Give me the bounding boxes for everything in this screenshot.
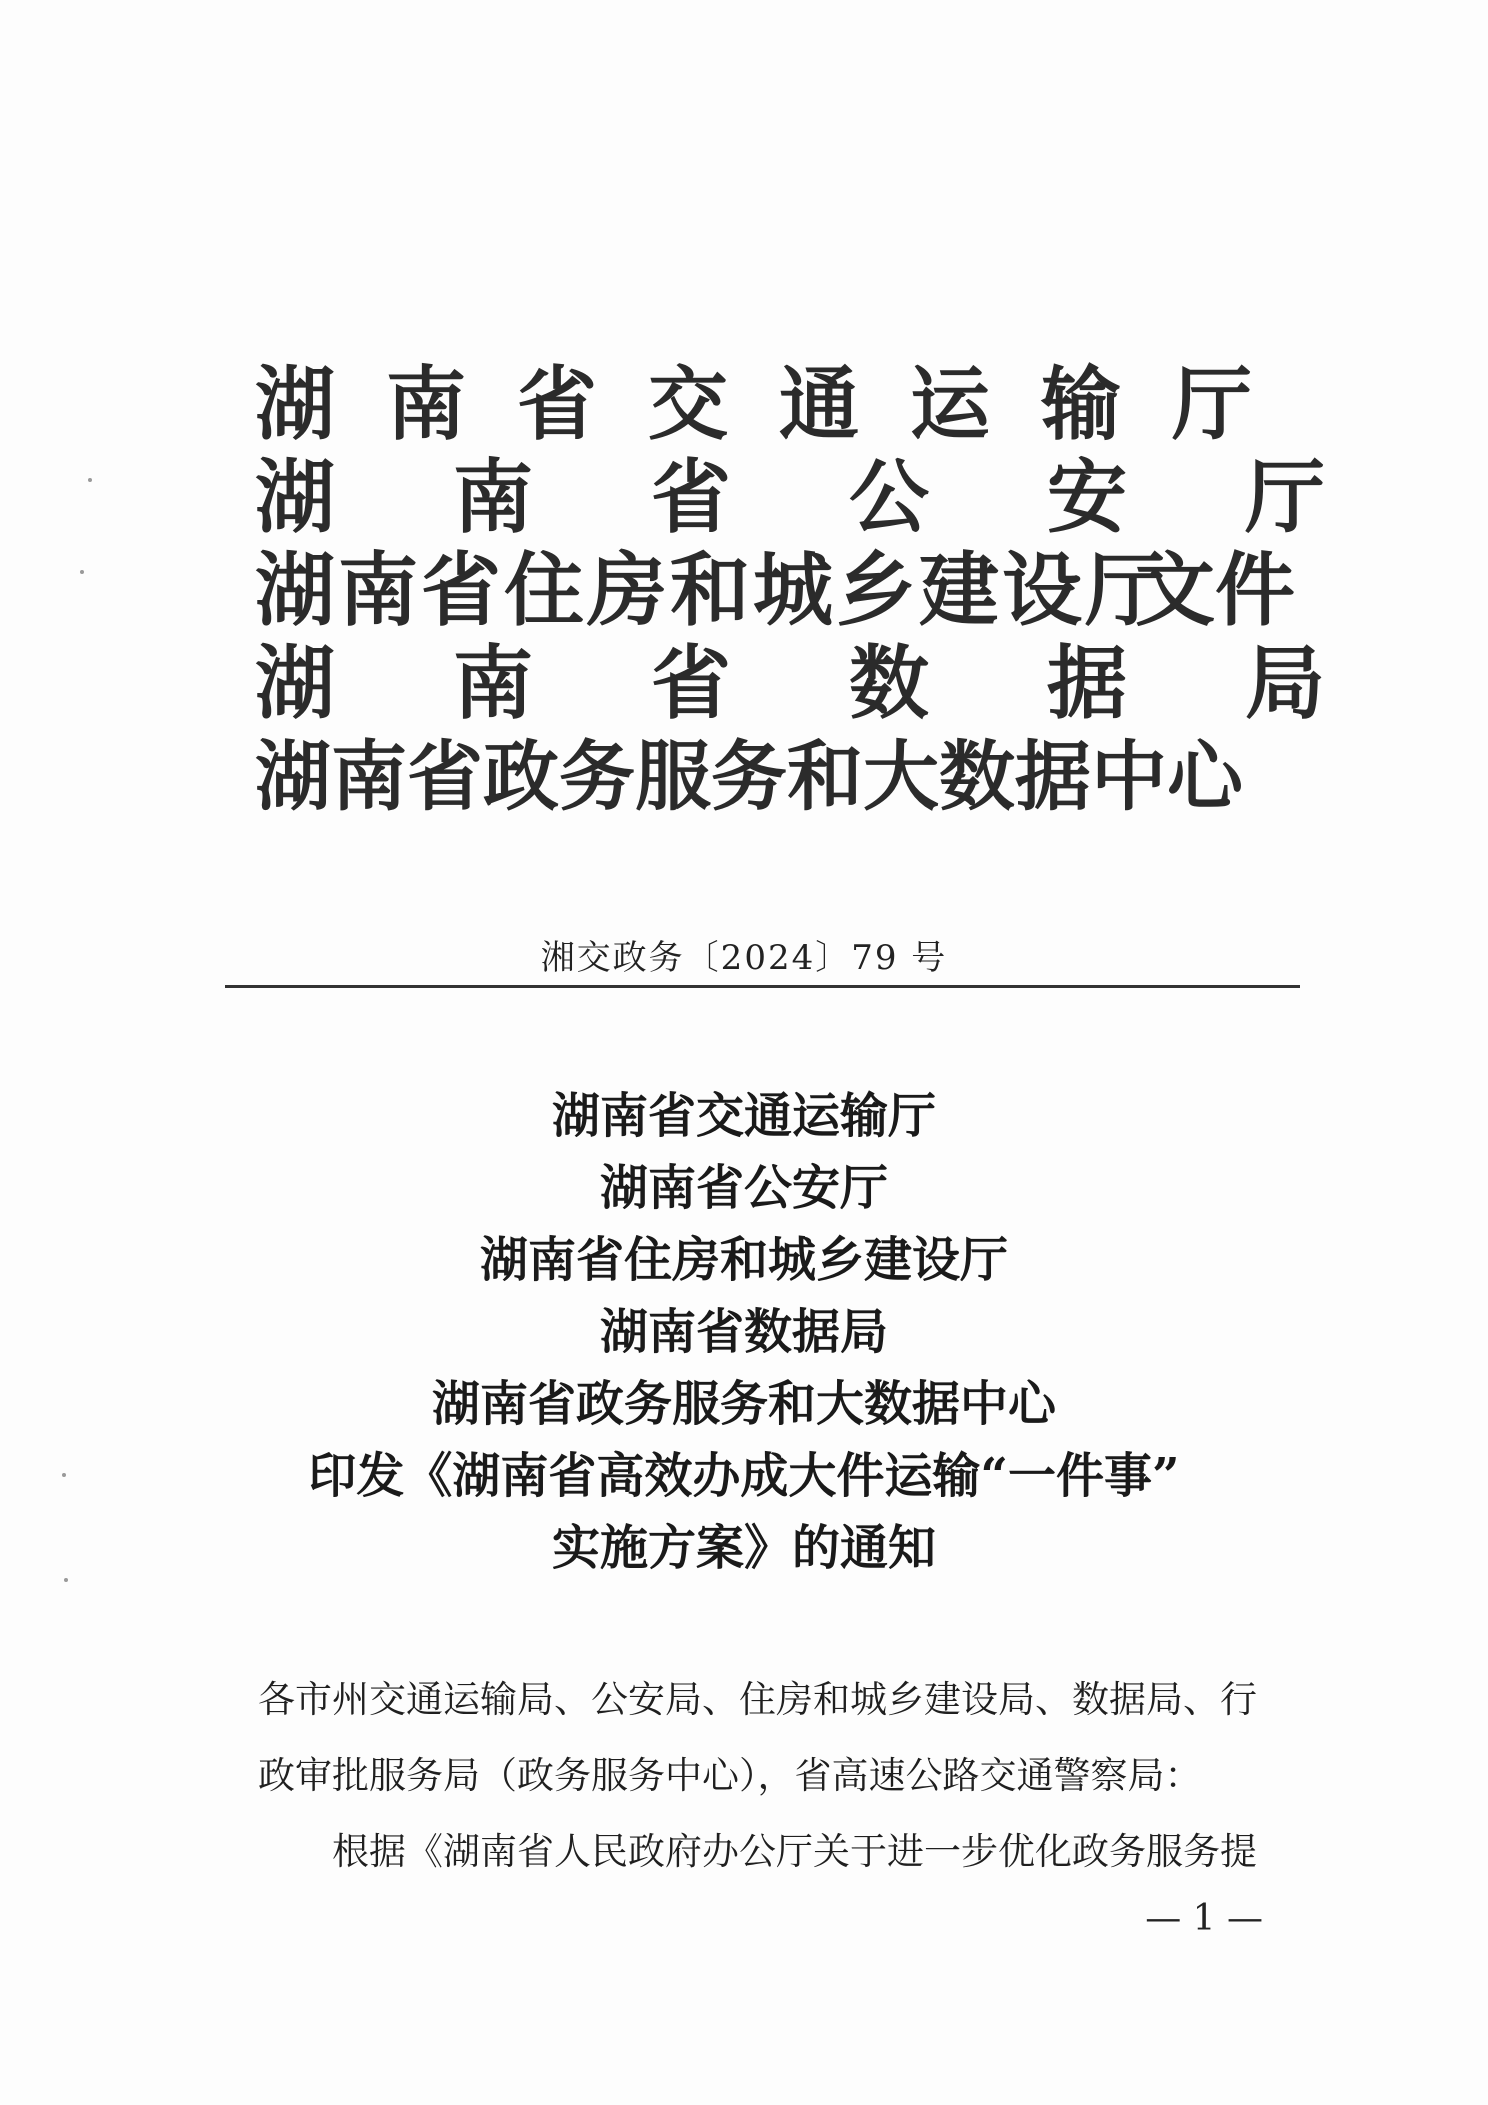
scan-speck xyxy=(80,570,84,574)
notice-title xyxy=(0,1080,1488,1584)
masthead-line: 湖南省数据局 xyxy=(255,637,1443,730)
addressee-line: 各市州交通运输局、公安局、住房和城乡建设局、数据局、行 xyxy=(258,1678,1257,1721)
scan-speck xyxy=(88,478,92,482)
title-line: 湖南省数据局 xyxy=(599,1304,888,1360)
title-line: 湖南省交通运输厅 xyxy=(551,1088,936,1144)
masthead-line: 湖南省政务服务和大数据中心 xyxy=(255,732,1243,821)
title-line: 实施方案》的通知 xyxy=(551,1520,936,1576)
title-line: 湖南省公安厅 xyxy=(599,1160,888,1216)
document-number: 湘交政务〔2024〕79 号 xyxy=(540,938,948,978)
page-number: — 1 — xyxy=(1145,1898,1263,1939)
paragraph-line: 根据《湖南省人民政府办公厅关于进一步优化政务服务提 xyxy=(332,1830,1257,1873)
title-line: 印发《湖南省高效办成大件运输“一件事” xyxy=(308,1448,1180,1504)
title-line: 湖南省住房和城乡建设厅 xyxy=(479,1232,1008,1288)
notice-body xyxy=(258,1662,1268,1890)
masthead-line: 湖南省交通运输厅 xyxy=(255,358,1303,451)
separator-rule xyxy=(225,985,1300,988)
masthead-line: 湖南省公安厅 xyxy=(255,451,1443,544)
addressee-line: 政审批服务局（政务服务中心），省高速公路交通警察局： xyxy=(258,1754,1202,1797)
masthead-line: 湖南省住房和城乡建设厅 xyxy=(255,544,1168,637)
title-line: 湖南省政务服务和大数据中心 xyxy=(431,1376,1056,1432)
masthead-suffix: 文件 xyxy=(1135,544,1295,637)
